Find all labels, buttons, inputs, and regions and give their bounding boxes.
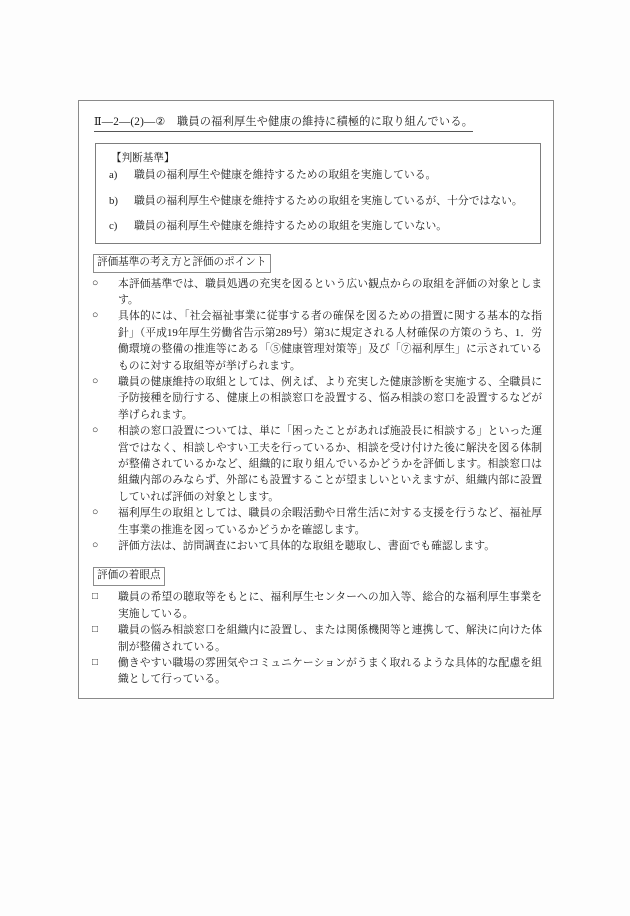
list-item-text: 職員の健康維持の取組としては、例えば、より充実した健康診断を実施する、全職員に予防接種を励行する、健康上の相談窓口を設置する、悩み相談の窓口を設置するなどが挙げられます。 xyxy=(118,375,542,421)
page-title: Ⅱ―2―(2)―② 職員の福利厚生や健康の維持に積極的に取り組んでいる。 xyxy=(94,114,473,132)
list-item xyxy=(88,505,544,538)
criteria-text-a: 職員の福利厚生や健康を維持するための取組を実施している。 xyxy=(134,169,437,181)
criteria-text-c: 職員の福利厚生や健康を維持するための取組を実施していない。 xyxy=(134,220,448,232)
evaluation-points-list xyxy=(88,276,544,555)
checkbox-icon[interactable]: □ xyxy=(92,591,99,603)
list-item-text: 福利厚生の取組としては、職員の余暇活動や日常生活に対する支援を行うなど、福祉厚生事業の推進を図っているかどうかを確認します。 xyxy=(118,507,542,536)
judgment-criteria-heading: 【判断基準】 xyxy=(111,153,175,164)
list-item-text: 職員の希望の聴取等をもとに、福利厚生センターへの加入等、総合的な福利厚生事業を実施している。 xyxy=(118,591,542,620)
focus-points-list xyxy=(88,589,544,687)
list-item-text: 本評価基準では、職員処遇の充実を図るという広い観点からの取組を評価の対象とします。 xyxy=(118,277,542,306)
list-item xyxy=(88,538,544,554)
criteria-text-b: 職員の福利厚生や健康を維持するための取組を実施しているが、十分ではない。 xyxy=(134,194,523,207)
document-frame xyxy=(78,100,554,699)
criteria-marker-a: a) xyxy=(109,169,118,181)
list-item-text: 相談の窓口設置については、単に「困ったことがあれば施設長に相談する」といった運営ではなく、相談しやすい工夫を行っているか、相談を受け付けた後に解決を図る体制が整備されているかなど、組織的に取り組んでいるかどうかを評価します。相談窓口は組織内部のみならず、外部にも設置することが望ましいといえますが、組織内部に設置していれば評価の対象とします。 xyxy=(118,425,542,503)
criteria-item-c xyxy=(106,218,530,235)
list-item-text: 具体的には、「社会福祉事業に従事する者の確保を図るための措置に関する基本的な指針」（平成19年厚生労働省告示第289号）第3に規定される人材確保の方策のうち、1．労働環境の整備の推進等にある「⑤健康管理対策等」及び「⑦福利厚生」に示されているものに対する取組等が挙げられます。 xyxy=(118,310,542,372)
list-item xyxy=(88,622,544,655)
circle-bullet-icon: ○ xyxy=(92,375,99,387)
list-item-text: 評価方法は、訪問調査において具体的な取組を聴取し、書面でも確認します。 xyxy=(118,540,496,552)
section-heading-evaluation-points: 評価基準の考え方と評価のポイント xyxy=(93,254,271,273)
list-item xyxy=(88,308,544,374)
judgment-criteria-box xyxy=(95,143,541,244)
checkbox-icon[interactable]: □ xyxy=(92,657,99,669)
list-item xyxy=(88,374,544,423)
list-item xyxy=(88,276,544,309)
list-item xyxy=(88,655,544,688)
section-heading-focus-points: 評価の着眼点 xyxy=(93,567,165,586)
circle-bullet-icon: ○ xyxy=(92,277,99,289)
list-item-text: 働きやすい職場の雰囲気やコミュニケーションがうまく取れるような具体的な配慮を組織として行っている。 xyxy=(118,657,542,686)
page-title-row xyxy=(88,110,544,135)
circle-bullet-icon: ○ xyxy=(92,425,99,437)
criteria-item-a xyxy=(106,167,530,184)
checkbox-icon[interactable]: □ xyxy=(92,624,99,636)
circle-bullet-icon: ○ xyxy=(92,540,99,551)
circle-bullet-icon: ○ xyxy=(92,507,99,519)
criteria-item-b xyxy=(106,193,530,210)
circle-bullet-icon: ○ xyxy=(92,310,99,322)
criteria-marker-c: c) xyxy=(109,220,118,232)
criteria-marker-b: b) xyxy=(109,194,118,207)
list-item-text: 職員の悩み相談窓口を組織内に設置し、または関係機関等と連携して、解決に向けた体制が整備されている。 xyxy=(118,624,542,653)
list-item xyxy=(88,423,544,505)
list-item xyxy=(88,589,544,622)
